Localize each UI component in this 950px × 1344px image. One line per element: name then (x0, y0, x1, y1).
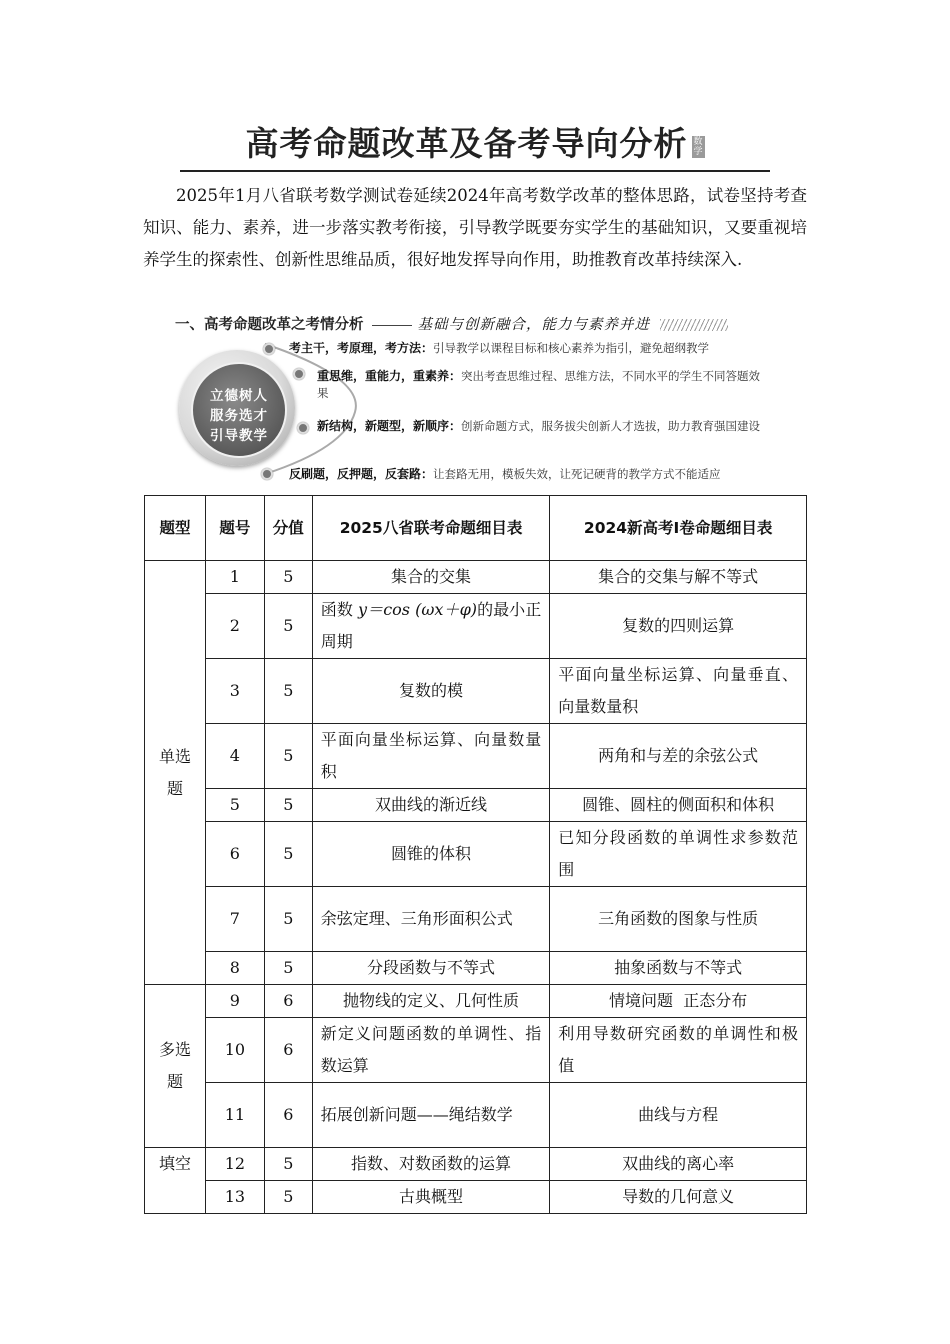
group-cell: 填空 (145, 1148, 206, 1214)
table-row (145, 1181, 807, 1214)
cell-2024: 复数的四则运算 (550, 594, 807, 659)
cell-2024: 平面向量坐标运算、向量垂直、向量数量积 (550, 659, 807, 724)
table-row (145, 659, 807, 724)
cell-score: 5 (264, 1148, 312, 1181)
cell-2024: 已知分段函数的单调性求参数范围 (550, 822, 807, 887)
cell-no: 11 (205, 1083, 264, 1148)
cell-score: 5 (264, 659, 312, 724)
page-title: 高考命题改革及备考导向分析 (245, 124, 688, 163)
cell-no: 3 (205, 659, 264, 724)
cell-no: 5 (205, 789, 264, 822)
cell-score: 5 (264, 724, 312, 789)
cell-no: 4 (205, 724, 264, 789)
cell-no: 10 (205, 1018, 264, 1083)
cell-no: 7 (205, 887, 264, 952)
cell-2025: 复数的模 (312, 659, 549, 724)
table-row (145, 789, 807, 822)
section-subtitle: 基础与创新融合，能力与素养并进 (417, 317, 650, 333)
cell-2024: 利用导数研究函数的单调性和极值 (550, 1018, 807, 1083)
table-row (145, 822, 807, 887)
page-title-bar (180, 118, 770, 172)
badge-line-1: 立德树人 (210, 388, 268, 404)
diagram-item-text: 创新命题方式，服务拔尖创新人才选拔，助力教育强国建设 (461, 419, 761, 433)
formula: y＝cos (ωx＋φ) (358, 600, 478, 619)
cell-score: 5 (264, 594, 312, 659)
header-cell: 题号 (205, 496, 264, 561)
cell-no: 9 (205, 985, 264, 1018)
cell-text: 的最小正周期 (320, 600, 542, 651)
cell-score: 6 (264, 985, 312, 1018)
exam-comparison-table (144, 495, 807, 1214)
diagram-item-text: 引导教学以课程目标和核心素养为指引，避免超纲教学 (433, 341, 710, 355)
table-row (145, 985, 807, 1018)
cell-score: 5 (264, 561, 312, 594)
core-badge-inner (191, 362, 287, 458)
cell-2024: 圆锥、圆柱的侧面积和体积 (550, 789, 807, 822)
bullet-dot (297, 422, 309, 434)
subject-tag: 数学 (693, 136, 703, 157)
cell-score: 5 (264, 952, 312, 985)
cell-2024: 曲线与方程 (550, 1083, 807, 1148)
cell-score: 6 (264, 1083, 312, 1148)
cell-2024: 双曲线的离心率 (550, 1148, 807, 1181)
cell-2025: 指数、对数函数的运算 (312, 1148, 549, 1181)
cell-no: 8 (205, 952, 264, 985)
hatch-decoration (660, 319, 728, 331)
cell-2025: 抛物线的定义、几何性质 (312, 985, 549, 1018)
cell-score: 5 (264, 1181, 312, 1214)
cell-no: 6 (205, 822, 264, 887)
bullet-dot (263, 343, 275, 355)
intro-paragraph: 2025年1月八省联考数学测试卷延续2024年高考数学改革的整体思路，试卷坚持考查知识、能力、素养，进一步落实教考衔接，引导教学既要夯实学生的基础知识，又要重视培养学生的探索性、创新性思维品质，很好地发挥导向作用，助推教育改革持续深入. (143, 186, 807, 269)
cell-score: 5 (264, 822, 312, 887)
cell-score: 5 (264, 887, 312, 952)
cell-2024: 情境问题 正态分布 (550, 985, 807, 1018)
cell-score: 5 (264, 789, 312, 822)
diagram-item-4 (289, 466, 775, 483)
cell-no: 12 (205, 1148, 264, 1181)
section-heading (175, 313, 775, 335)
cell-2024: 抽象函数与不等式 (550, 952, 807, 985)
cell-2024: 导数的几何意义 (550, 1181, 807, 1214)
bullet-dot (261, 468, 273, 480)
header-cell: 2024新高考Ⅰ卷命题细目表 (550, 496, 807, 561)
diagram-item-key: 考主干，考原理，考方法： (289, 341, 434, 355)
table-header-row (145, 496, 807, 561)
diagram-item-key: 反刷题，反押题，反套路： (289, 467, 434, 481)
diagram-item-3 (317, 418, 767, 435)
cell-2025: 新定义问题函数的单调性、指数运算 (312, 1018, 549, 1083)
cell-2024: 两角和与差的余弦公式 (550, 724, 807, 789)
header-cell: 2025八省联考命题细目表 (312, 496, 549, 561)
bullet-dot (293, 368, 305, 380)
dash-line (372, 325, 412, 326)
cell-no: 2 (205, 594, 264, 659)
table-row (145, 724, 807, 789)
header-cell: 分值 (264, 496, 312, 561)
badge-line-3: 引导教学 (210, 428, 268, 444)
cell-2024: 集合的交集与解不等式 (550, 561, 807, 594)
cell-score: 6 (264, 1018, 312, 1083)
core-badge (179, 350, 295, 466)
table-row (145, 887, 807, 952)
cell-no: 1 (205, 561, 264, 594)
table-row (145, 1018, 807, 1083)
header-cell: 题型 (145, 496, 206, 561)
cell-2025: 双曲线的渐近线 (312, 789, 549, 822)
cell-text: 函数 (320, 600, 359, 619)
group-cell: 单选题 (145, 561, 206, 985)
table-row (145, 561, 807, 594)
cell-2025: 圆锥的体积 (312, 822, 549, 887)
section-title: 一、高考命题改革之考情分析 (175, 317, 364, 333)
cell-2025: 平面向量坐标运算、向量数量积 (312, 724, 549, 789)
diagram-item-1 (289, 340, 775, 357)
analysis-diagram (175, 338, 775, 488)
diagram-item-key: 新结构，新题型，新顺序： (317, 419, 462, 433)
table-row (145, 594, 807, 659)
cell-2025: 集合的交集 (312, 561, 549, 594)
diagram-item-key: 重思维，重能力，重素养： (317, 369, 462, 383)
cell-2025: 古典概型 (312, 1181, 549, 1214)
group-cell: 多选题 (145, 985, 206, 1148)
table-row (145, 952, 807, 985)
table-row (145, 1148, 807, 1181)
table-row (145, 1083, 807, 1148)
diagram-item-text: 让套路无用，模板失效，让死记硬背的教学方式不能适应 (433, 467, 721, 481)
cell-2025: 余弦定理、三角形面积公式 (312, 887, 549, 952)
cell-2024: 三角函数的图象与性质 (550, 887, 807, 952)
cell-2025 (312, 594, 549, 659)
cell-2025: 分段函数与不等式 (312, 952, 549, 985)
diagram-item-2 (317, 368, 767, 402)
cell-2025: 拓展创新问题——绳结数学 (312, 1083, 549, 1148)
badge-line-2: 服务选才 (210, 408, 268, 424)
diagram-item-text: 突出考查思维过程、思维方法，不同水平的学生不同答题效果 (317, 369, 761, 400)
cell-no: 13 (205, 1181, 264, 1214)
